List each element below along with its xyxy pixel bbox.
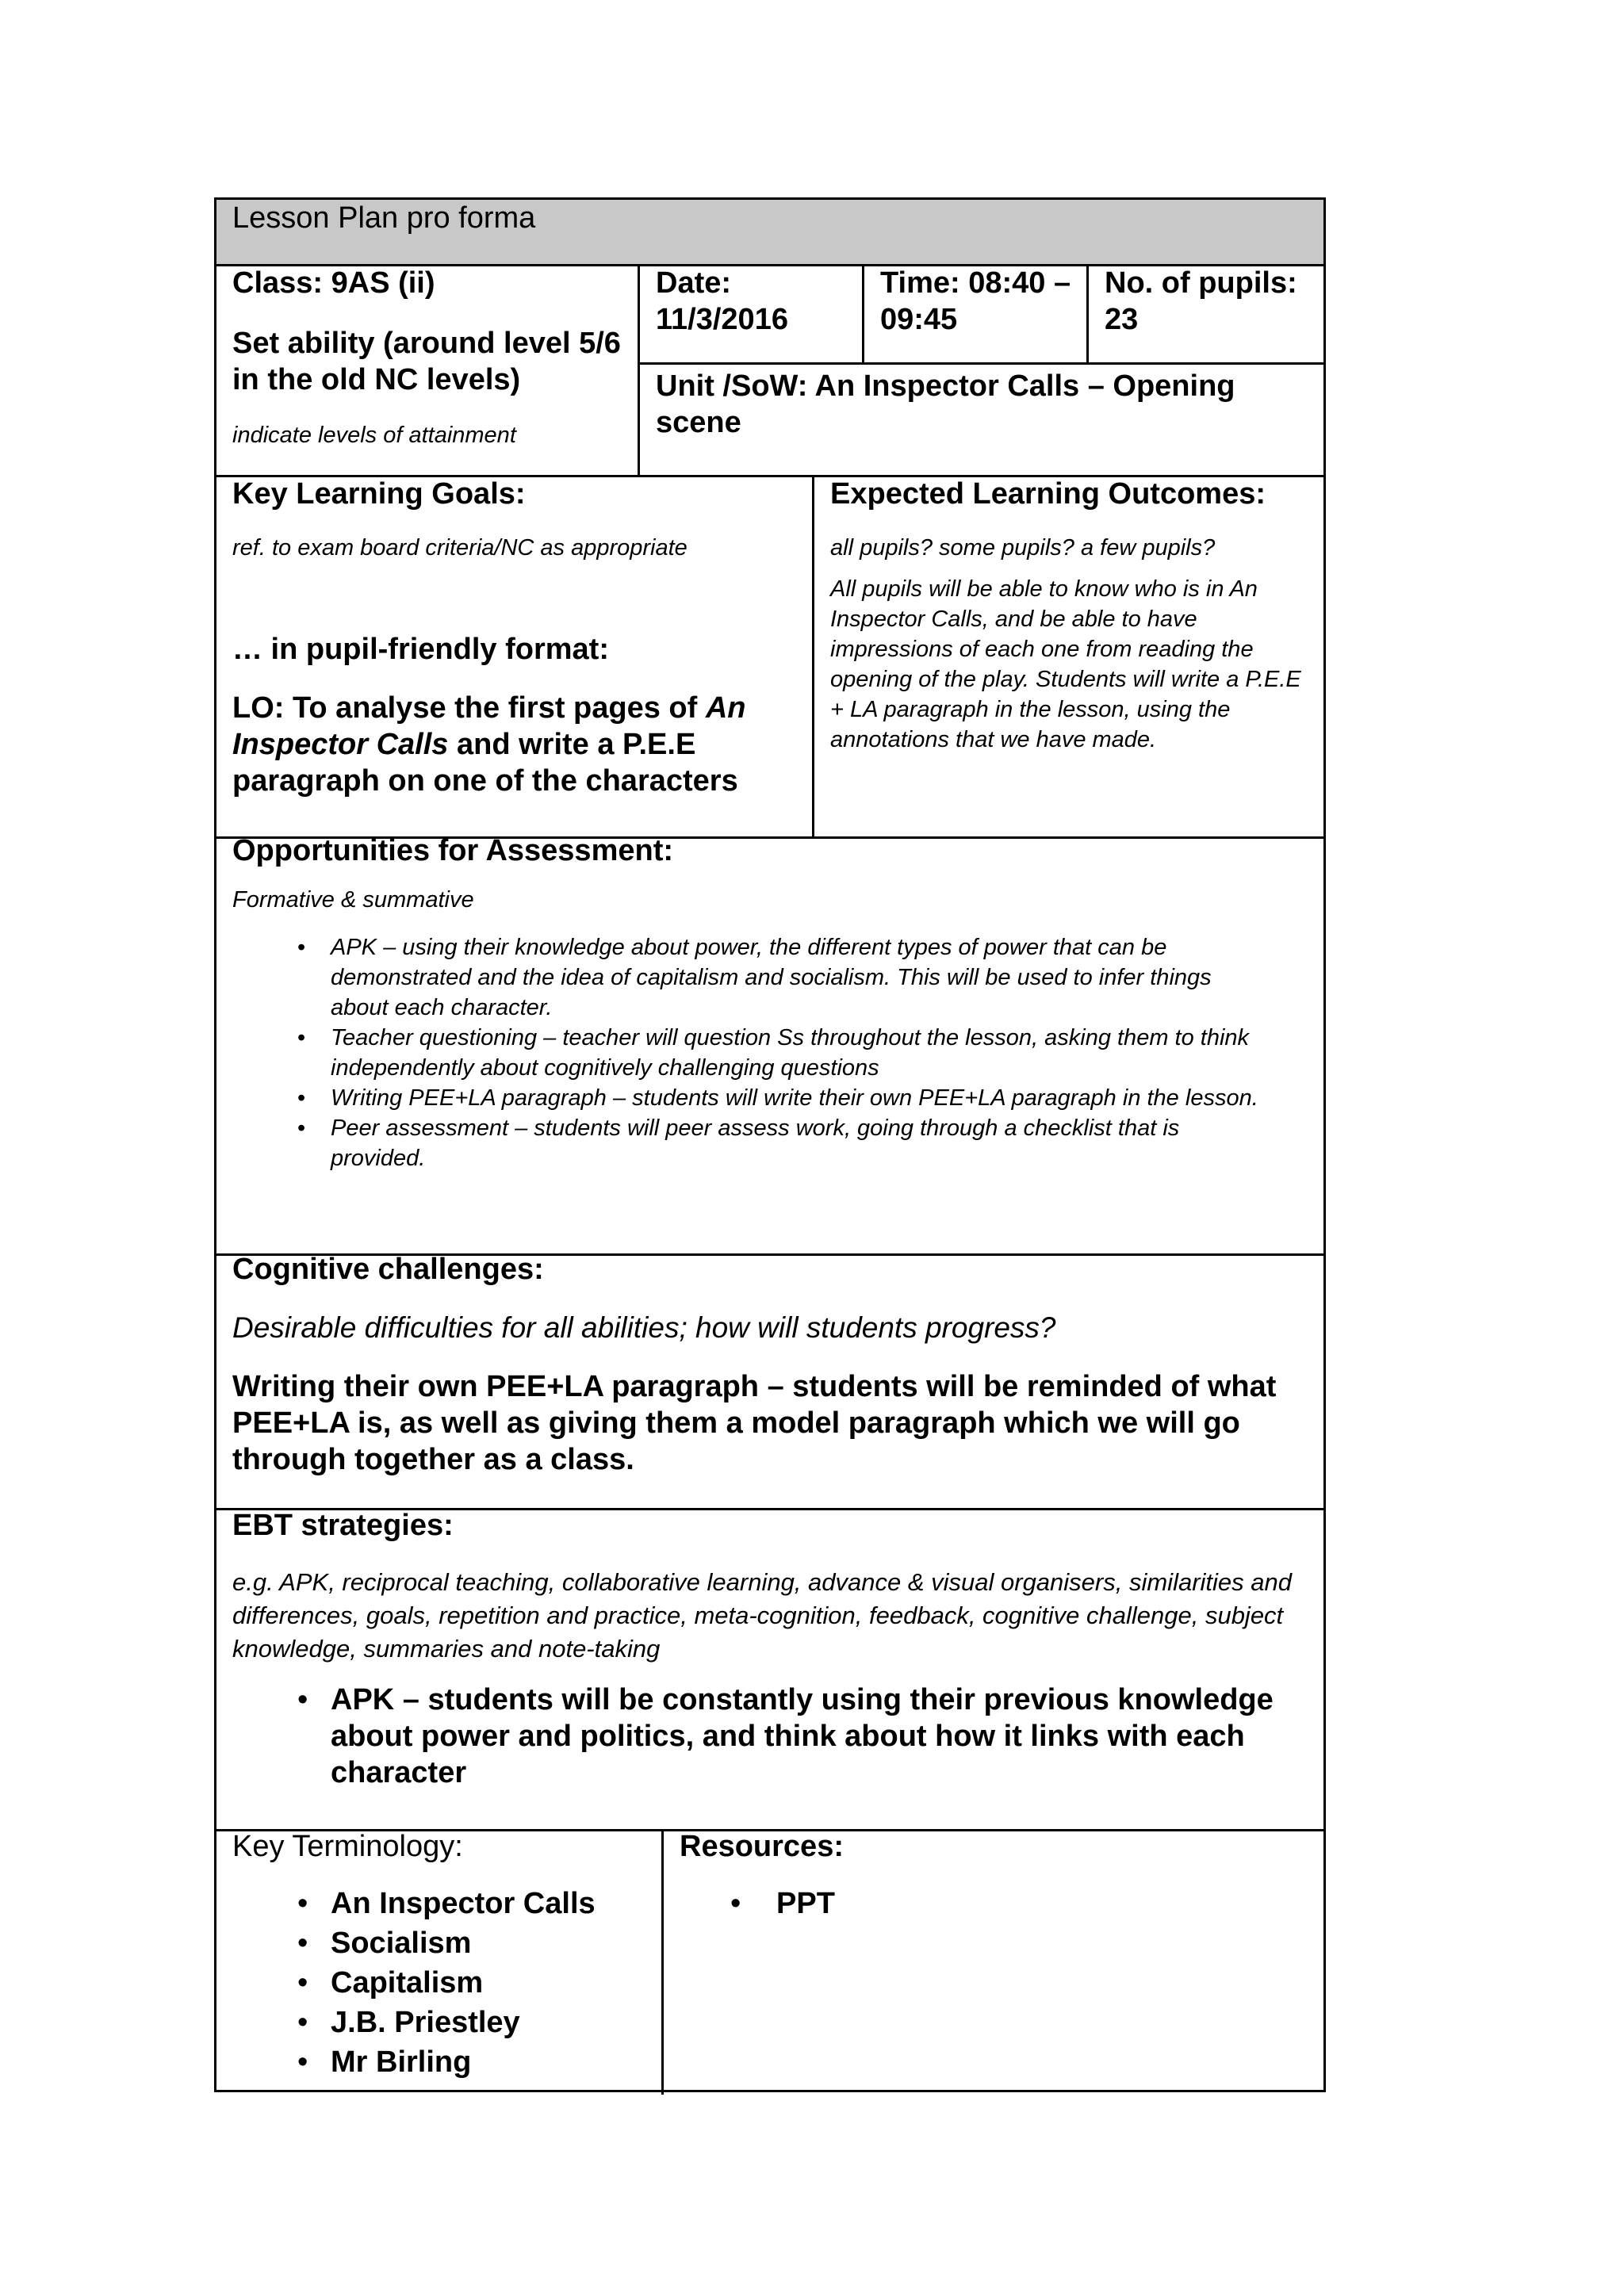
ebt-heading: EBT strategies: — [232, 1509, 454, 1542]
bullet: • — [297, 935, 306, 960]
outcomes-cell — [830, 477, 1314, 755]
goals-heading: Key Learning Goals: — [232, 477, 526, 511]
bullet: • — [297, 1966, 308, 1999]
list-item: • APK – students will be constantly using their previous knowledge about power and politics, and think about how it links with each character — [297, 1683, 1274, 1789]
list-item: • Mr Birling — [232, 2042, 661, 2082]
terminology-list — [232, 1884, 661, 2082]
pupils-label: No. of pupils: — [1105, 266, 1297, 300]
list-item: • PPT — [680, 1884, 1314, 1923]
lesson-plan-form — [214, 197, 1326, 2092]
goals-ref: ref. to exam board criteria/NC as appropriate — [232, 535, 688, 561]
outcomes-text: All pupils will be able to know who is in An Inspector Calls, and be able to have impressions of each one from reading the opening of the play. Students will write a P.E.E + LA paragraph in the lesson, using the annotations that we have made. — [830, 576, 1301, 752]
bullet: • — [297, 2045, 308, 2079]
list-item: • Writing PEE+LA paragraph – students will write their own PEE+LA paragraph in the lesson. — [232, 1083, 1263, 1113]
cognitive-text: Writing their own PEE+LA paragraph – students will be reminded of what PEE+LA is, as well as giving them a model paragraph which we will go through together as a class. — [232, 1370, 1277, 1476]
assessment-row — [216, 834, 1323, 1256]
outcomes-prompt: all pupils? some pupils? a few pupils? — [830, 535, 1216, 561]
goals-cell — [232, 477, 803, 799]
bullet: • — [297, 1683, 308, 1716]
bullet: • — [297, 1927, 308, 1960]
cognitive-heading: Cognitive challenges: — [232, 1253, 544, 1286]
time-cell — [864, 266, 1086, 362]
time-label: Time: 08:40 – — [880, 266, 1071, 300]
date-value: 11/3/2016 — [656, 303, 788, 336]
time-value: 09:45 — [880, 303, 958, 336]
assessment-list — [232, 932, 1263, 1173]
cognitive-prompt: Desirable difficulties for all abilities; how will students progress? — [232, 1311, 1056, 1344]
pupils-cell — [1089, 266, 1323, 362]
list-item: • Capitalism — [232, 1963, 661, 2003]
class-cell — [232, 266, 629, 450]
date-cell — [640, 266, 862, 362]
pupils-value: 23 — [1105, 303, 1139, 336]
list-item: • APK – using their knowledge about power, the different types of power that can be demonstrated and the idea of capitalism and socialism. This will be used to infer things about each character. — [232, 932, 1263, 1023]
list-item: • Peer assessment – students will peer assess work, going through a checklist that is provided. — [232, 1113, 1263, 1173]
outcomes-heading: Expected Learning Outcomes: — [830, 477, 1266, 511]
list-item: • Socialism — [232, 1923, 661, 1963]
list-item: • Teacher questioning – teacher will question Ss throughout the lesson, asking them to think independently about cognitively challenging questions — [232, 1023, 1263, 1083]
title-row — [216, 200, 1323, 266]
terminology-heading: Key Terminology: — [232, 1830, 463, 1863]
bullet: • — [297, 2006, 308, 2039]
lo-suffix: and write a P.E.E paragraph on one of the characters — [232, 728, 738, 798]
terminology-cell — [232, 1831, 661, 2082]
resources-cell — [680, 1831, 1314, 1923]
ebt-row — [216, 1510, 1323, 1831]
form-title: Lesson Plan pro forma — [232, 201, 536, 235]
date-label: Date: — [656, 266, 732, 300]
goals-row — [216, 477, 1323, 839]
assessment-heading: Opportunities for Assessment: — [232, 834, 674, 867]
list-item: • An Inspector Calls — [232, 1884, 661, 1923]
ebt-examples: e.g. APK, reciprocal teaching, collaborative learning, advance & visual organisers, similarities and differences, goals, repetition and practice, meta-cognition, feedback, cognitive challenge, subject knowledge, summaries and note-taking — [232, 1568, 1292, 1663]
header-row — [216, 266, 1323, 477]
goals-friendly: … in pupil-friendly format: — [232, 633, 609, 666]
lo-title: An Inspector Calls — [232, 691, 746, 761]
attainment-hint: indicate levels of attainment — [232, 423, 516, 448]
ebt-list — [232, 1682, 1295, 1791]
cognitive-row — [216, 1253, 1323, 1510]
learning-objective — [232, 690, 795, 799]
unit-text: Unit /SoW: An Inspector Calls – Opening scene — [656, 369, 1235, 439]
bullet: • — [730, 1887, 741, 1920]
assessment-subheading: Formative & summative — [232, 887, 474, 913]
set-ability: Set ability (around level 5/6 in the old NC levels) — [232, 327, 621, 396]
lo-prefix: LO: To analyse the first pages of — [232, 691, 706, 725]
class-label: Class: 9AS (ii) — [232, 266, 435, 300]
bullet: • — [297, 1085, 306, 1111]
bullet: • — [297, 1115, 306, 1141]
resources-list — [680, 1884, 1314, 1923]
terminology-row — [216, 1831, 1323, 2095]
resources-heading: Resources: — [680, 1830, 844, 1863]
bullet: • — [297, 1025, 306, 1050]
list-item: • J.B. Priestley — [232, 2003, 661, 2042]
bullet: • — [297, 1887, 308, 1920]
